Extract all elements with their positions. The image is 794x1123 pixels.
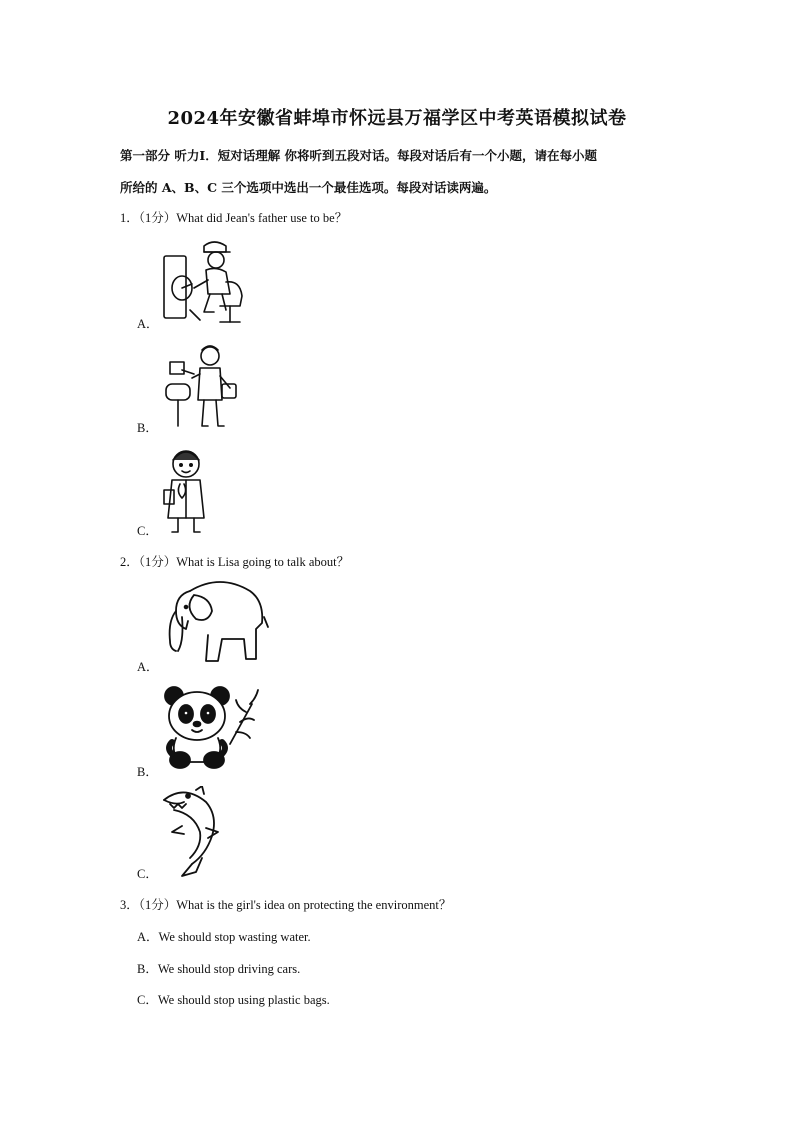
q2-option-c-label: C． — [137, 867, 158, 881]
q3-option-a-label: A． — [137, 930, 159, 944]
q1-option-a-label: A． — [137, 317, 159, 331]
q3-option-c-label: C． — [137, 993, 158, 1007]
q1-option-b-label: B． — [137, 421, 158, 435]
question-2-prompt: 2．（1分）What is Lisa going to talk about？ — [120, 555, 350, 569]
question-1-prompt: 1．（1分）What did Jean's father use to be？ — [120, 211, 348, 225]
elephant-illustration — [160, 577, 270, 669]
q3-option-b-label: B． — [137, 962, 158, 976]
question-3-prompt: 3．（1分）What is the girl's idea on protecting the environment？ — [120, 898, 452, 912]
q1-option-c-label: C． — [137, 524, 158, 538]
shark-illustration — [162, 786, 226, 878]
q3-option-c — [137, 990, 330, 1008]
driver-illustration — [160, 236, 246, 328]
doctor-illustration — [160, 444, 216, 536]
instruction-line-2: 所给的 A、B、C 三个选项中选出一个最佳选项。每段对话读两遍。 — [120, 180, 497, 195]
q2-option-b-label: B． — [137, 765, 158, 779]
page-title: 2024年安徽省蚌埠市怀远县万福学区中考英语模拟试卷 — [167, 108, 627, 129]
q2-option-a-label: A． — [137, 660, 159, 674]
instruction-line-1: 第一部分 听力Ⅰ．短对话理解 你将听到五段对话。每段对话后有一个小题，请在每小题 — [120, 148, 598, 163]
q3-option-b-text: We should stop driving cars. — [157, 962, 301, 976]
postman-illustration — [160, 340, 240, 432]
q3-option-a — [137, 927, 311, 945]
panda-illustration — [160, 682, 260, 774]
q3-option-c-text: We should stop using plastic bags. — [157, 993, 330, 1007]
q3-option-b — [137, 959, 300, 977]
q3-option-a-text: We should stop wasting water. — [158, 930, 311, 944]
